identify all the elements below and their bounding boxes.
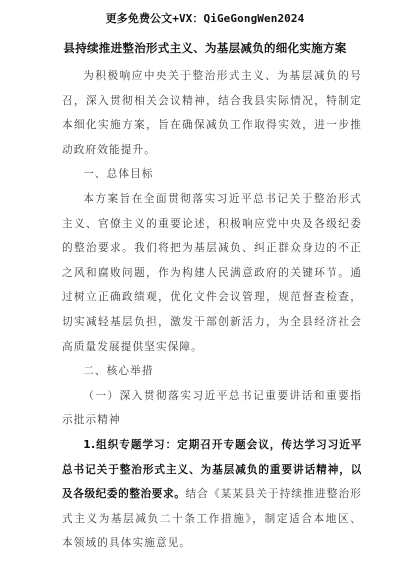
measure-item-1 <box>62 433 362 556</box>
goals-paragraph: 本方案旨在全面贯彻落实习近平总书记关于整治形式主义、官僚主义的重要论述，积极响应党中央及各级纪委的整治要求。我们将把为基层减负、纠正群众身边的不正之风和腐败问题，作为构建人民满意政府的关键环节。通过树立正确政绩观，优化文件会议管理，规范督查检查，切实减轻基层负担，激发干部创新活力，为全县经济社会高质量发展提供坚实保障。 <box>62 192 362 353</box>
promo-banner: 更多免费公文+VX：QiGeGongWen2024 <box>105 12 305 25</box>
section-heading-goals: 一、总体目标 <box>83 168 154 181</box>
subsection-heading: （一）深入贯彻落实习近平总书记重要讲话和重要指示批示精神 <box>62 389 362 427</box>
measure-item-1-rest: 结合《某某县关于持续推进整治形式主义为基层减负二十条工作措施》，制定适合本地区、本领域的具体实施意见。 <box>62 488 363 550</box>
document-title: 县持续推进整治形式主义、为基层减负的细化实施方案 <box>63 41 347 55</box>
section-heading-measures: 二、核心举措 <box>83 365 154 378</box>
intro-paragraph: 为积极响应中央关于整治形式主义、为基层减负的号召，深入贯彻相关会议精神，结合我县实际情况，特制定本细化实施方案，旨在确保减负工作取得实效，进一步推动政府效能提升。 <box>62 70 362 156</box>
document-body <box>62 64 362 556</box>
measure-item-1-lead: 1.组织专题学习：定期召开专题会议，传达学习习近平总书记关于整治形式主义、为基层减负的重要讲话精神，以及各级纪委的整治要求。 <box>62 438 362 501</box>
